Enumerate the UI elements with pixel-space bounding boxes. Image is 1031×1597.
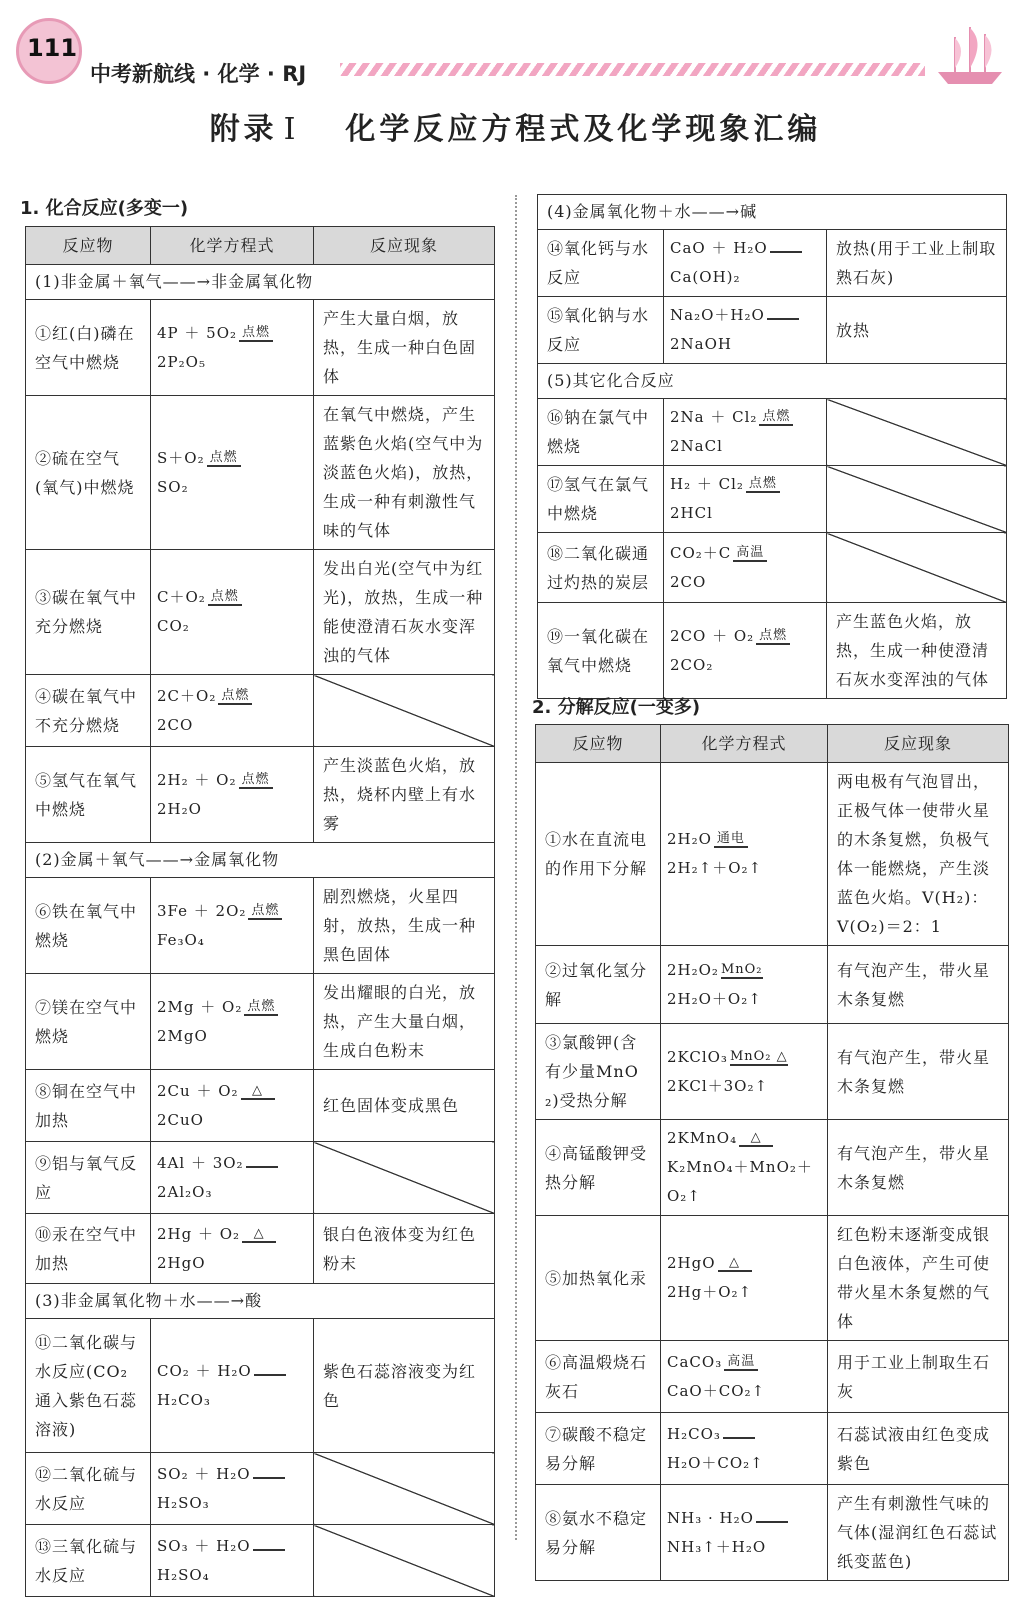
decomposition-table [535,724,1009,1581]
equation-reactants: 2Mg ＋ O₂ [157,997,243,1016]
equation-cell [661,1120,828,1216]
category-oxide-water-acid: (3)非金属氧化物＋水——→酸 [26,1284,495,1319]
table-row [536,1341,1009,1413]
equation-reactants: 2H₂O₂ [667,960,719,979]
equation-products: 2CO [157,715,194,734]
table-row [538,533,1007,603]
book-series-title: 中考新航线 · 化学 · RJ [90,62,307,86]
equation-cell [661,1485,828,1581]
equation-cell [664,533,827,603]
equation-cell [151,396,314,550]
appendix-title [0,104,1031,148]
equation-reactants: H₂CO₃ [667,1424,721,1443]
equation-products: CO₂ [157,617,190,635]
table-row [26,974,495,1070]
equation-cell [151,1525,314,1597]
reaction-condition: △ [739,1131,773,1147]
phenomenon-cell: 用于工业上制取生石灰 [828,1341,1009,1413]
phenomenon-cell: 剧烈燃烧，火星四射，放热，生成一种黑色固体 [314,878,495,974]
phenomenon-cell: 红色固体变成黑色 [314,1070,495,1142]
category-oxide-water-base-row [538,195,1007,230]
reactant-cell: ⑩汞在空气中加热 [26,1214,151,1284]
equation-cell [661,1341,828,1413]
reactant-cell: ⑤氢气在氧气中燃烧 [26,747,151,843]
table-row [26,300,495,396]
equation-products: 2H₂↑＋O₂↑ [667,859,763,877]
phenomenon-cell: 产生有刺激性气味的气体(湿润红色石蕊试纸变蓝色) [828,1485,1009,1581]
reactant-cell: ④高锰酸钾受热分解 [536,1120,661,1216]
reaction-condition: 点燃 [244,1000,278,1016]
equation-products: H₂CO₃ [157,1390,211,1409]
reactant-cell: ②过氧化氢分解 [536,946,661,1024]
phenomenon-cell: 产生大量白烟，放热，生成一种白色固体 [314,300,495,396]
reaction-condition: △ [718,1256,752,1272]
header-reaction: 反应物 [536,725,661,763]
equation-products: H₂O＋CO₂↑ [667,1453,764,1472]
equation-products: 2NaOH [670,335,732,353]
reactant-cell: ⑥铁在氧气中燃烧 [26,878,151,974]
phenomenon-cell: 产生淡蓝色火焰，放热，烧杯内壁上有水雾 [314,747,495,843]
reaction-condition: 点燃 [759,410,793,426]
table-row [536,946,1009,1024]
table-row [536,1413,1009,1485]
table-row [538,230,1007,297]
table-row [538,466,1007,533]
equation-products: 2CuO [157,1110,204,1129]
equation-reactants: CO₂＋C [670,543,732,562]
reactant-cell: ⑤加热氧化汞 [536,1216,661,1341]
reaction-condition: 点燃 [239,773,273,789]
equals-sign [253,1543,285,1551]
page-number: 111 [26,34,78,62]
equation-reactants: NH₃ · H₂O [667,1508,754,1527]
equation-reactants: 2Cu ＋ O₂ [157,1081,239,1100]
empty-phenomenon-cell [827,466,1007,533]
reaction-condition: MnO₂ [720,961,763,977]
header-equation: 化学方程式 [151,227,314,265]
phenomenon-cell: 红色粉末逐渐变成银白色液体，产生可使带火星木条复燃的气体 [828,1216,1009,1341]
equation-products: CaO＋CO₂↑ [667,1381,766,1400]
equation-cell [151,1070,314,1142]
section-title-decomposition: 2. 分解反应(一变多) [532,697,701,718]
reactant-cell: ⑲一氧化碳在氧气中燃烧 [538,603,664,699]
column-divider [515,195,517,1540]
equation-products: Ca(OH)₂ [670,268,741,286]
equation-reactants: 4P ＋ 5O₂ [157,323,238,342]
equation-reactants: 2Na ＋ Cl₂ [670,408,758,426]
phenomenon-cell: 有气泡产生，带火星木条复燃 [828,1024,1009,1120]
equation-cell [661,763,828,946]
table-row [26,396,495,550]
phenomenon-cell: 产生蓝色火焰，放热，生成一种使澄清石灰水变浑浊的气体 [827,603,1007,699]
equation-reactants: SO₃ ＋ H₂O [157,1536,251,1555]
reactant-cell: ⑧氨水不稳定易分解 [536,1485,661,1581]
reactant-cell: ⑪二氧化碳与水反应(CO₂通入紫色石蕊溶液) [26,1319,151,1453]
page-header [0,0,1031,95]
equation-cell [151,1453,314,1525]
reaction-condition: 点燃 [208,590,242,606]
equals-sign [246,1160,278,1168]
reactant-cell: ⑥高温煅烧石灰石 [536,1341,661,1413]
equation-products: 2HgO [157,1253,206,1272]
equation-reactants: CaCO₃ [667,1352,723,1371]
table-row [26,1214,495,1284]
table-row [26,1142,495,1214]
phenomenon-cell: 银白色液体变为红色粉末 [314,1214,495,1284]
category-oxide-water-base: (4)金属氧化物＋水——→碱 [538,195,1007,230]
equation-reactants: 2CO ＋ O₂ [670,626,755,645]
phenomenon-cell: 在氧气中燃烧，产生蓝紫色火焰(空气中为淡蓝色火焰)，放热，生成一种有刺激性气味的气体 [314,396,495,550]
reactant-cell: ⑬三氧化硫与水反应 [26,1525,151,1597]
equation-cell [151,550,314,675]
equation-reactants: 3Fe ＋ 2O₂ [157,901,247,920]
appendix-prefix: 附录 [209,112,278,147]
reactant-cell: ⑫二氧化硫与水反应 [26,1453,151,1525]
equation-cell [661,946,828,1024]
equals-sign [756,1515,788,1523]
sailboat-logo-icon [930,22,1010,87]
equation-products: Fe₃O₄ [157,930,205,949]
reactant-cell: ⑱二氧化碳通过灼热的炭层 [538,533,664,603]
reaction-condition: 点燃 [756,629,790,645]
reactant-cell: ⑯钠在氯气中燃烧 [538,399,664,466]
phenomenon-cell: 发出白光(空气中为红光)，放热，生成一种能使澄清石灰水变浑浊的气体 [314,550,495,675]
reactant-cell: ⑨铝与氧气反应 [26,1142,151,1214]
equation-products: NH₃↑＋H₂O [667,1537,767,1556]
phenomenon-cell: 放热(用于工业上制取熟石灰) [827,230,1007,297]
equation-cell [664,230,827,297]
reaction-condition: △ [242,1227,276,1243]
empty-phenomenon-cell [314,1142,495,1214]
equation-products: 2KCl＋3O₂↑ [667,1076,769,1095]
equation-cell [664,297,827,364]
table-row [536,763,1009,946]
equation-products: 2MgO [157,1026,208,1045]
phenomenon-cell: 两电极有气泡冒出，正极气体一使带火星的木条复燃，负极气体一能燃烧，产生淡蓝色火焰。V(H₂)：V(O₂)＝2：1 [828,763,1009,946]
category-nonmetal-oxygen: (1)非金属＋氧气——→非金属氧化物 [26,265,495,300]
table-row [536,1216,1009,1341]
equation-cell [151,747,314,843]
equation-reactants: 2HgO [667,1254,716,1272]
equation-reactants: 2KClO₃ [667,1047,728,1066]
table-row [536,1024,1009,1120]
reactant-cell: ⑰氢气在氯气中燃烧 [538,466,664,533]
header-equation: 化学方程式 [661,725,828,763]
reaction-condition: MnO₂ △ [729,1048,788,1064]
phenomenon-cell: 发出耀眼的白光，放热，产生大量白烟，生成白色粉末 [314,974,495,1070]
appendix-title-text: 化学反应方程式及化学现象汇编 [345,112,822,147]
equation-cell [151,1319,314,1453]
combination-table-right [537,194,1007,699]
table-row [26,550,495,675]
decorative-stripe [340,63,925,76]
reactant-cell: ①红(白)磷在空气中燃烧 [26,300,151,396]
equation-products: 2Hg＋O₂↑ [667,1283,753,1301]
equation-reactants: 2C＋O₂ [157,686,217,705]
phenomenon-cell: 有气泡产生，带火星木条复燃 [828,1120,1009,1216]
reaction-condition: △ [241,1084,275,1100]
equation-cell [151,974,314,1070]
phenomenon-cell: 放热 [827,297,1007,364]
equation-cell [151,878,314,974]
reaction-condition: 通电 [714,832,748,848]
equation-cell [661,1216,828,1341]
equation-cell [661,1024,828,1120]
equation-products: 2NaCl [670,437,723,455]
reaction-condition: 点燃 [746,477,780,493]
table-row [536,1120,1009,1216]
section-title-combination: 1. 化合反应(多变一) [20,198,189,219]
equals-sign [254,1368,286,1376]
equation-products: 2Al₂O₃ [157,1182,213,1201]
equation-reactants: CaO ＋ H₂O [670,239,768,257]
equation-products: 2HCl [670,504,713,522]
table-row [26,747,495,843]
empty-phenomenon-cell [827,399,1007,466]
reactant-cell: ②硫在空气(氧气)中燃烧 [26,396,151,550]
reaction-condition: 点燃 [218,689,252,705]
category-nonmetal-oxygen-row [26,265,495,300]
equation-products: SO₂ [157,477,189,496]
equation-products: H₂SO₃ [157,1493,210,1512]
equation-reactants: C＋O₂ [157,588,206,606]
equation-cell [151,1142,314,1214]
equation-reactants: 2H₂O [667,830,712,848]
phenomenon-cell: 石蕊试液由红色变成紫色 [828,1413,1009,1485]
table-row [538,399,1007,466]
equation-reactants: S＋O₂ [157,448,205,467]
phenomenon-cell: 有气泡产生，带火星木条复燃 [828,946,1009,1024]
reaction-condition: 高温 [733,546,767,562]
equation-products: 2H₂O [157,799,202,818]
equation-reactants: CO₂ ＋ H₂O [157,1361,252,1380]
reaction-condition: 点燃 [248,904,282,920]
table-row [26,1525,495,1597]
header-reaction: 反应物 [26,227,151,265]
table-row [26,1070,495,1142]
equation-cell [151,675,314,747]
empty-phenomenon-cell [827,533,1007,603]
empty-phenomenon-cell [314,1525,495,1597]
equation-reactants: 2H₂ ＋ O₂ [157,770,237,789]
appendix-roman: Ⅰ [283,112,300,147]
reactant-cell: ③氯酸钾(含有少量MnO₂)受热分解 [536,1024,661,1120]
equals-sign [770,245,802,253]
equation-cell [664,399,827,466]
category-metal-oxygen-row [26,843,495,878]
reactant-cell: ⑮氧化钠与水反应 [538,297,664,364]
equation-products: 2P₂O₅ [157,352,206,371]
equals-sign [723,1431,755,1439]
equation-cell [661,1413,828,1485]
category-other-combination: (5)其它化合反应 [538,364,1007,399]
equation-products: H₂SO₄ [157,1565,210,1584]
table-row [26,675,495,747]
reaction-condition: 高温 [724,1355,758,1371]
reactant-cell: ⑧铜在空气中加热 [26,1070,151,1142]
equation-cell [664,466,827,533]
reaction-condition: 点燃 [239,326,273,342]
equation-reactants: Na₂O＋H₂O [670,306,765,324]
reactant-cell: ⑦镁在空气中燃烧 [26,974,151,1070]
category-oxide-water-acid-row [26,1284,495,1319]
equation-reactants: SO₂ ＋ H₂O [157,1464,251,1483]
equation-cell [664,603,827,699]
table-row [536,1485,1009,1581]
reactant-cell: ④碳在氧气中不充分燃烧 [26,675,151,747]
table-row [26,1453,495,1525]
equation-reactants: 2Hg ＋ O₂ [157,1224,241,1243]
equation-reactants: H₂ ＋ Cl₂ [670,475,744,493]
equation-reactants: 4Al ＋ 3O₂ [157,1153,244,1172]
equation-products: 2CO [670,572,707,591]
equation-cell [151,1214,314,1284]
phenomenon-cell: 紫色石蕊溶液变为红色 [314,1319,495,1453]
reactant-cell: ①水在直流电的作用下分解 [536,763,661,946]
table-row [538,297,1007,364]
combination-table-left [25,226,495,1597]
reactant-cell: ⑦碳酸不稳定易分解 [536,1413,661,1485]
empty-phenomenon-cell [314,675,495,747]
table-row [26,878,495,974]
equals-sign [253,1471,285,1479]
table-row [26,1319,495,1453]
table-row [538,603,1007,699]
reaction-condition: 点燃 [207,451,241,467]
equation-products: 2CO₂ [670,655,714,674]
equation-products: K₂MnO₄＋MnO₂＋O₂↑ [667,1158,813,1205]
equation-cell [151,300,314,396]
reactant-cell: ③碳在氧气中充分燃烧 [26,550,151,675]
header-phenomenon: 反应现象 [828,725,1009,763]
category-metal-oxygen: (2)金属＋氧气——→金属氧化物 [26,843,495,878]
reactant-cell: ⑭氧化钙与水反应 [538,230,664,297]
empty-phenomenon-cell [314,1453,495,1525]
equation-reactants: 2KMnO₄ [667,1129,738,1147]
equation-products: 2H₂O＋O₂↑ [667,989,762,1008]
equals-sign [767,312,799,320]
header-phenomenon: 反应现象 [314,227,495,265]
category-other-combination-row [538,364,1007,399]
